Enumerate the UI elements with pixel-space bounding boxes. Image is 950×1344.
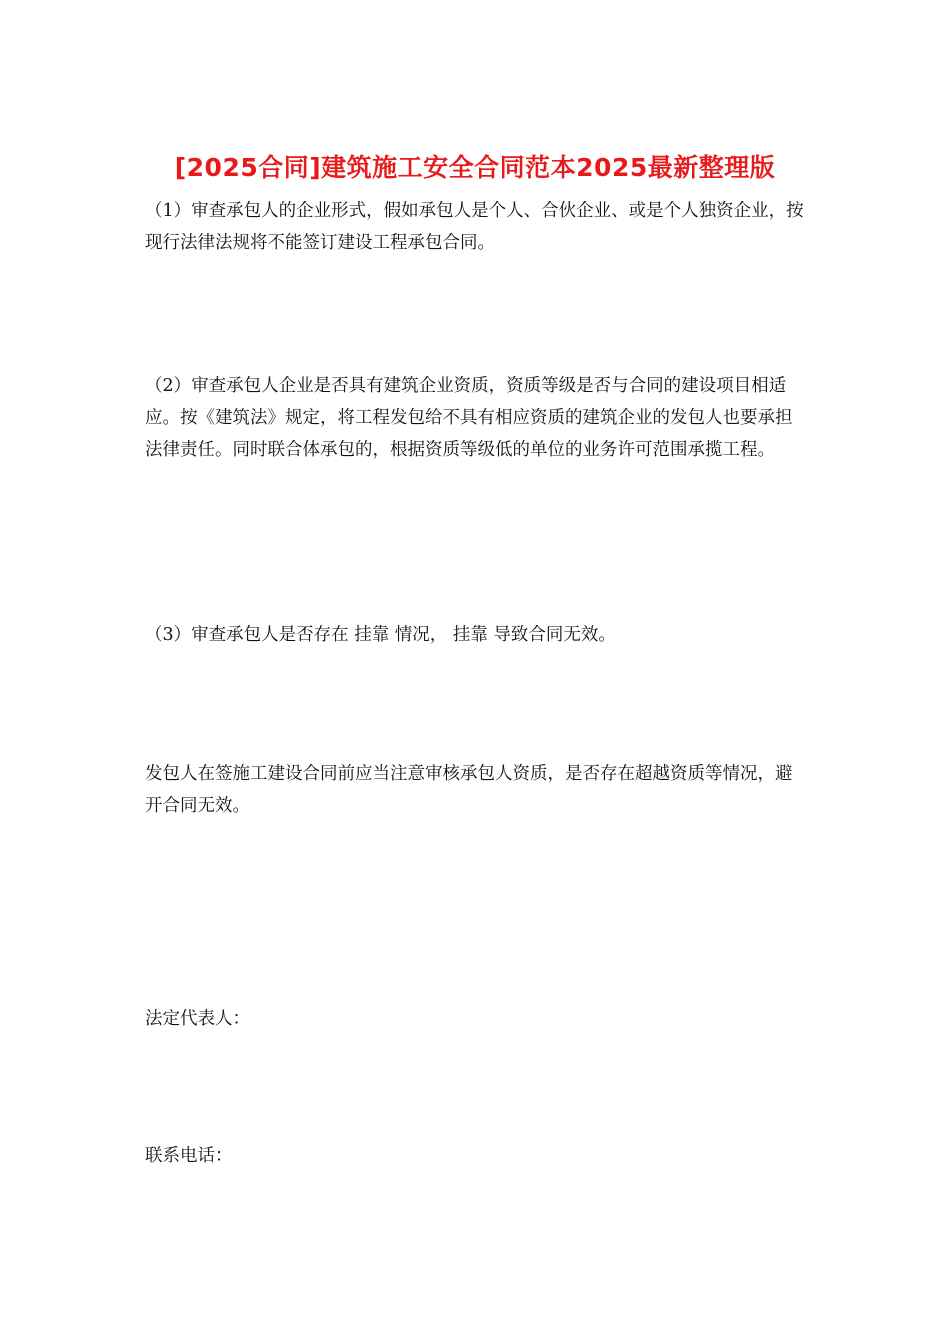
contact-phone-label: 联系电话： [145,1146,233,1166]
paragraph-review-qualification: （2）审查承包人企业是否具有建筑企业资质，资质等级是否与合同的建设项目相适应。按《建筑法》规定，将工程发包给不具有相应资质的建筑企业的发包人也要承担法律责任。同时联合体承包的，根据资质等级低的单位的业务许可范围承揽工程。 [145,376,793,460]
paragraph-review-affiliation: （3）审查承包人是否存在 挂靠 情况， 挂靠 导致合同无效。 [145,625,616,645]
legal-representative-label: 法定代表人： [145,1009,250,1029]
paragraph-summary: 发包人在签施工建设合同前应当注意审核承包人资质，是否存在超越资质等情况，避开合同无效。 [145,764,793,816]
document-title: [2025合同]建筑施工安全合同范本2025最新整理版 [174,153,776,182]
paragraph-review-enterprise-form: （1）审查承包人的企业形式，假如承包人是个人、合伙企业、或是个人独资企业，按现行法律法规将不能签订建设工程承包合同。 [145,201,804,253]
